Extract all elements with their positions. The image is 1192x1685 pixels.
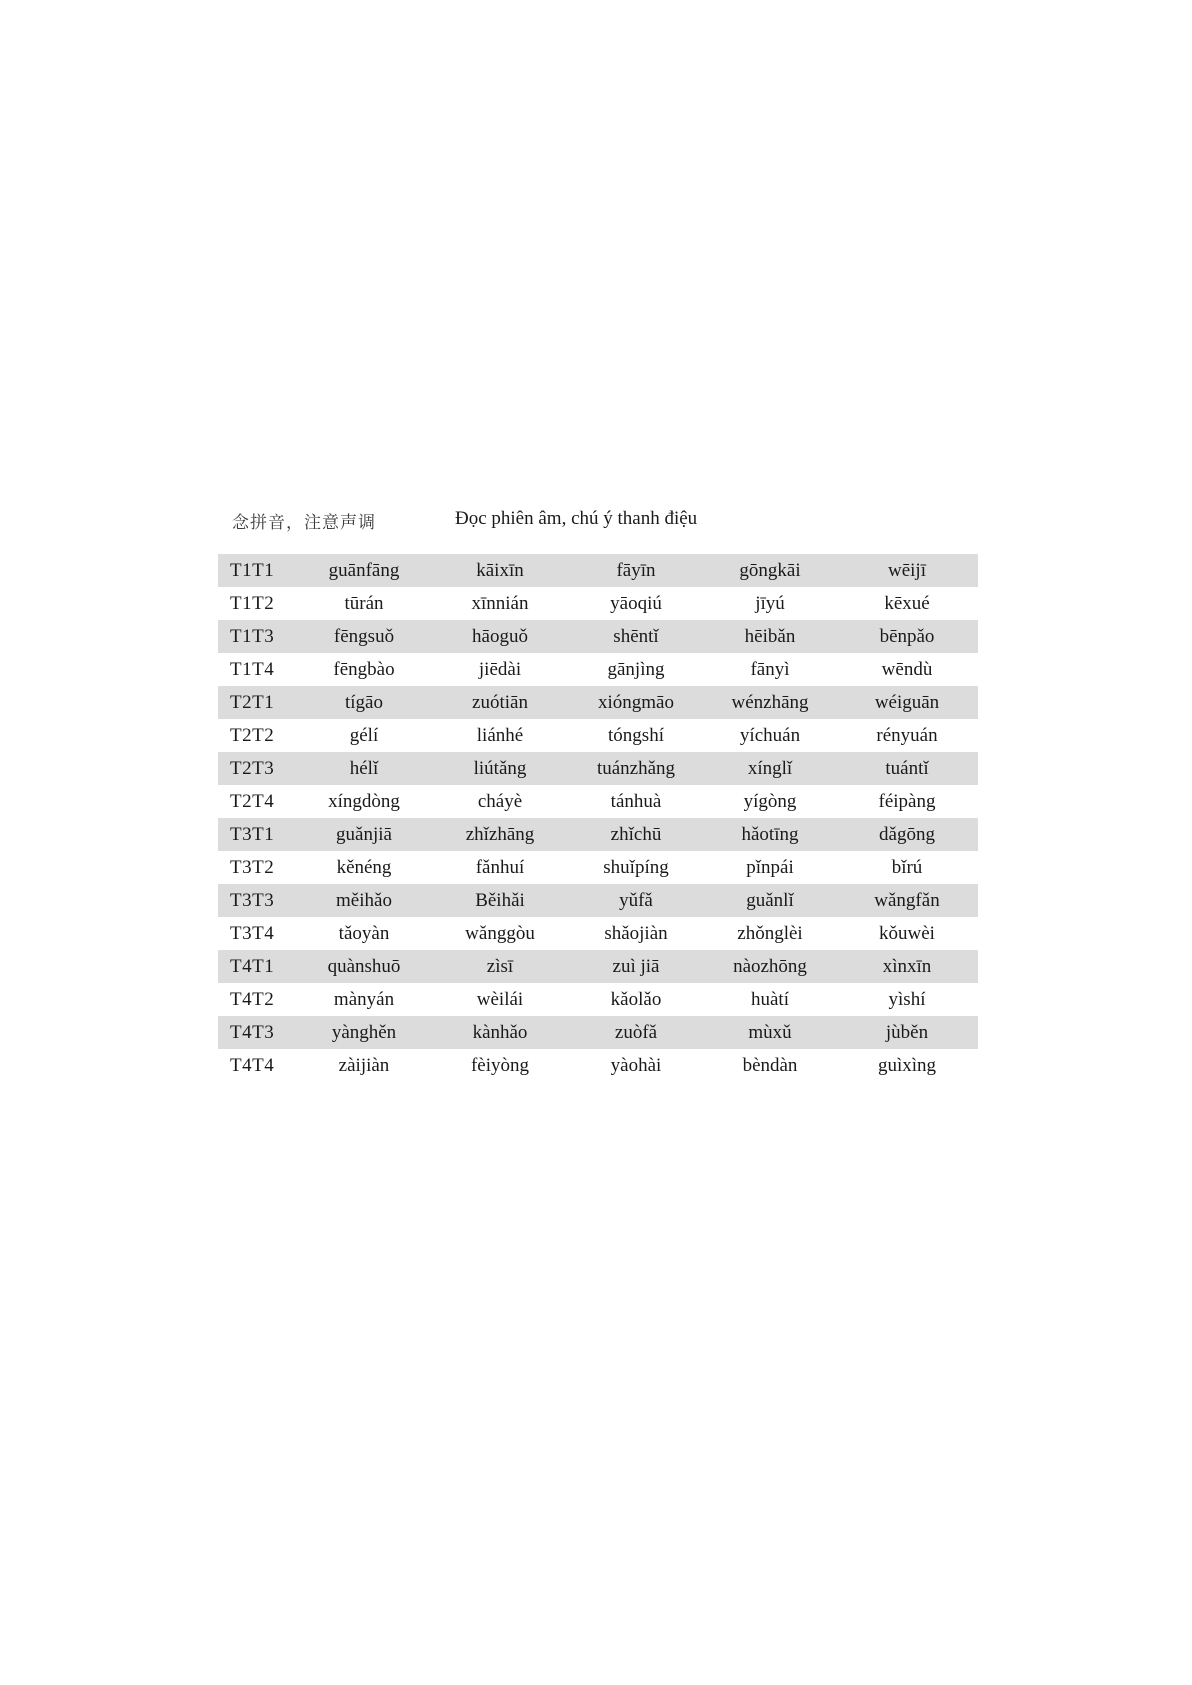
pinyin-word: tǎoyàn [338,922,390,944]
pinyin-word: shēntǐ [568,620,704,653]
pinyin-word: wéiguān [836,686,978,719]
pinyin-word: fāyīn [568,554,704,587]
pinyin-word: zhǒnglèi [737,922,803,944]
pinyin-word: shǎojiàn [604,922,668,944]
pinyin-word: Běihǎi [432,884,568,917]
pinyin-word: gānjìng [607,658,665,680]
tone-pair-label: T2T1 [218,686,296,719]
pinyin-word: zhǐchū [568,818,704,851]
pinyin-word: fānyì [750,658,790,680]
pinyin-word: guǎnjiā [296,818,432,851]
pinyin-word: guìxìng [877,1054,937,1076]
pinyin-word: hélǐ [296,752,432,785]
pinyin-word: yànghěn [296,1016,432,1049]
table-row [218,1049,978,1082]
pinyin-word: yígòng [743,790,797,812]
pinyin-word: dǎgōng [836,818,978,851]
pinyin-word: tuántǐ [836,752,978,785]
pinyin-word: mànyán [333,988,395,1010]
pinyin-word: bǐrú [891,856,923,878]
pinyin-word: tánhuà [610,790,662,812]
pinyin-word: zuì jiā [568,950,704,983]
pinyin-word: zàijiàn [338,1054,390,1076]
pinyin-word: kànhǎo [432,1016,568,1049]
pinyin-word: xíngdòng [328,790,400,812]
tone-pair-label: T4T3 [218,1016,296,1049]
pinyin-word: fǎnhuí [475,856,525,878]
pinyin-word: kěnéng [336,856,392,878]
pinyin-word: fēngbào [333,658,395,680]
table-row [218,719,978,752]
tone-pair-label: T4T1 [218,950,296,983]
pinyin-word: xínglǐ [704,752,836,785]
pinyin-word: gélí [349,724,379,746]
pinyin-word: pǐnpái [746,856,794,878]
table-row [218,686,978,719]
pinyin-word: yíchuán [739,724,801,746]
heading-vietnamese: Đọc phiên âm, chú ý thanh điệu [455,508,698,529]
pinyin-word: wēijī [836,554,978,587]
pinyin-word: kǒuwèi [879,922,935,944]
pinyin-word: liánhé [476,724,524,746]
pinyin-word: hēibǎn [704,620,836,653]
table-row [218,917,978,950]
tone-pair-label: T3T1 [218,818,296,851]
tone-pair-label: T2T2 [230,724,275,746]
table-row [218,1016,978,1049]
tone-pair-label: T2T3 [218,752,296,785]
tone-pair-label: T1T1 [218,554,296,587]
tone-pair-label: T3T2 [230,856,275,878]
table-row [218,587,978,620]
pinyin-word: yìshí [888,988,926,1010]
pinyin-word: nàozhōng [704,950,836,983]
tone-pair-table [218,554,978,1082]
pinyin-word: guānfāng [296,554,432,587]
pinyin-word: wǎnggòu [465,922,535,944]
pinyin-word: fèiyòng [470,1054,530,1076]
pinyin-word: rényuán [876,724,938,746]
tone-pair-label: T4T4 [230,1054,275,1076]
pinyin-word: jùběn [836,1016,978,1049]
pinyin-word: kāixīn [432,554,568,587]
table-row [218,785,978,818]
pinyin-word: yāoqiú [610,592,662,614]
tone-pair-label: T1T2 [230,592,275,614]
pinyin-word: zuòfǎ [568,1016,704,1049]
pinyin-word: shuǐpíng [603,856,669,878]
pinyin-word: zìsī [432,950,568,983]
pinyin-word: yǔfǎ [568,884,704,917]
table-row [218,818,978,851]
table-row [218,983,978,1016]
pinyin-word: mùxǔ [704,1016,836,1049]
table-row [218,950,978,983]
pinyin-word: zhǐzhāng [432,818,568,851]
table-row [218,752,978,785]
pinyin-word: quànshuō [296,950,432,983]
pinyin-word: féipàng [878,790,936,812]
pinyin-word: hǎotīng [704,818,836,851]
tone-pair-label: T4T2 [230,988,275,1010]
pinyin-word: wǎngfǎn [836,884,978,917]
tone-pair-label: T3T3 [218,884,296,917]
table-row [218,884,978,917]
pinyin-word: jīyú [755,592,785,614]
pinyin-word: bēnpǎo [836,620,978,653]
pinyin-word: wèilái [476,988,524,1010]
pinyin-word: měihǎo [296,884,432,917]
pinyin-word: kēxué [884,592,930,614]
pinyin-word: yàohài [610,1054,662,1076]
pinyin-word: gōngkāi [704,554,836,587]
pinyin-word: liútǎng [432,752,568,785]
pinyin-word: tóngshí [608,724,664,746]
pinyin-word: cháyè [477,790,523,812]
pinyin-word: huàtí [751,988,789,1010]
exercise-heading [232,508,992,538]
pinyin-word: xióngmāo [568,686,704,719]
table-row [218,554,978,587]
pinyin-word: xīnnián [471,592,529,614]
pinyin-word: guǎnlǐ [704,884,836,917]
pinyin-word: kǎolǎo [610,988,662,1010]
pinyin-word: jiēdài [478,658,522,680]
pinyin-word: wénzhāng [704,686,836,719]
tone-pair-label: T2T4 [230,790,275,812]
table-row [218,851,978,884]
pinyin-word: xìnxīn [836,950,978,983]
tone-pair-label: T1T4 [230,658,275,680]
table-row [218,653,978,686]
pinyin-word: tuánzhǎng [568,752,704,785]
pinyin-word: bèndàn [742,1054,798,1076]
pinyin-word: tūrán [344,592,384,614]
pinyin-word: wēndù [881,658,933,680]
table-row [218,620,978,653]
tone-pair-label: T1T3 [218,620,296,653]
tone-pair-label: T3T4 [230,922,275,944]
pinyin-word: zuótiān [432,686,568,719]
pinyin-word: fēngsuǒ [296,620,432,653]
heading-chinese: 念拼音，注意声调 [232,513,376,533]
pinyin-word: hāoguǒ [432,620,568,653]
pinyin-word: tígāo [296,686,432,719]
